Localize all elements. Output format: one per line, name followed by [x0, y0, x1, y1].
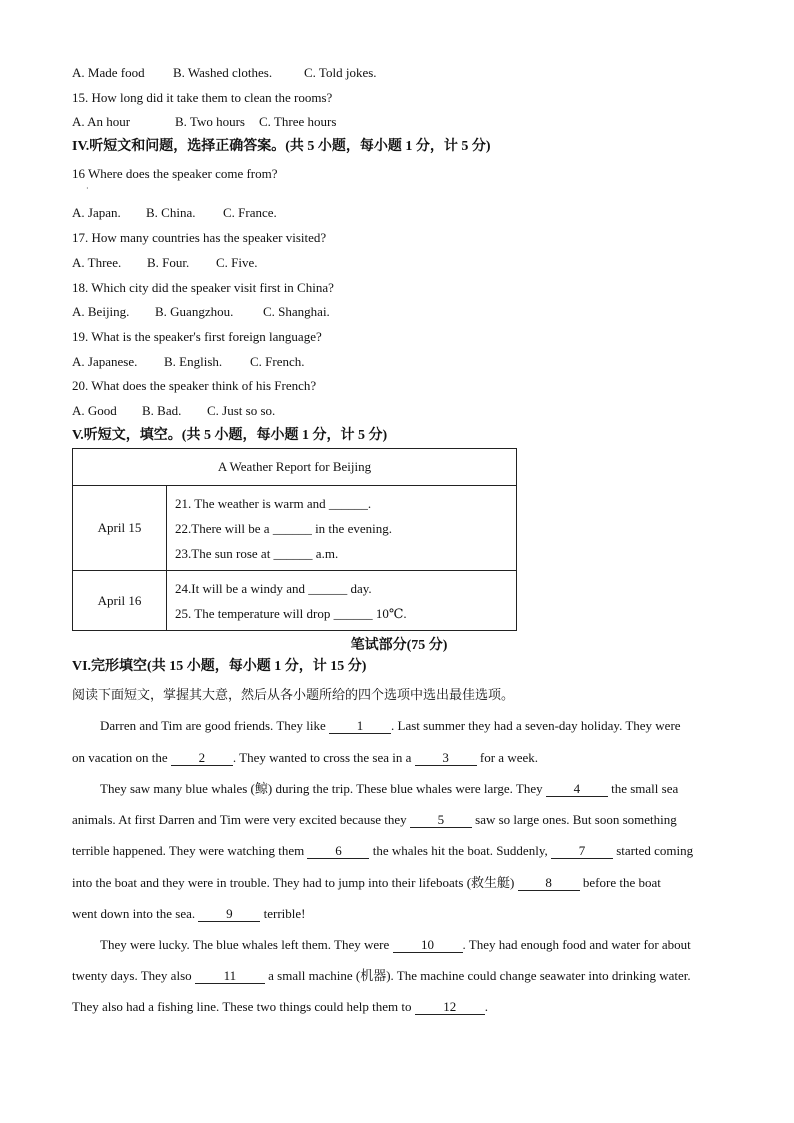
text: . They wanted to cross the sea in a	[232, 750, 412, 765]
blank-9: 9	[198, 907, 260, 922]
text: terrible happened. They were watching them	[72, 843, 305, 858]
table-title: A Weather Report for Beijing	[73, 449, 517, 486]
text: Darren and Tim are good friends. They like	[100, 718, 326, 733]
row-items	[167, 486, 517, 571]
text: They were lucky. The blue whales left them. They were	[100, 937, 390, 952]
q17-option-b: B. Four.	[147, 255, 190, 270]
text: into the boat and they were in trouble. They had to jump into their lifeboats (救生艇)	[72, 875, 515, 890]
section5-heading: V.听短文，填空。(共 5 小题，每小题 1 分，计 5 分)	[72, 428, 388, 443]
text: . Last summer they had a seven-day holiday. They were	[391, 718, 681, 733]
table-row	[73, 486, 517, 571]
p2-line3	[72, 843, 693, 859]
text: . They had enough food and water for about	[462, 937, 691, 952]
blank-7: 7	[551, 844, 613, 859]
text: twenty days. They also	[72, 968, 192, 983]
written-part-heading	[0, 634, 794, 654]
q14-option-c: C. Told jokes.	[304, 65, 377, 80]
q14-option-a: A. Made food	[72, 65, 145, 80]
row-items	[167, 571, 517, 631]
p2-line2	[72, 812, 677, 828]
q19-option-a: A. Japanese.	[72, 354, 138, 369]
blank-3: 3	[415, 751, 477, 766]
text: the whales hit the boat. Suddenly,	[372, 843, 548, 858]
q18-option-b: B. Guangzhou.	[155, 304, 234, 319]
q17-option-a: A. Three.	[72, 255, 122, 270]
item-22: 22.There will be a ______ in the evening.	[175, 520, 392, 536]
blank-10: 10	[393, 938, 463, 953]
text: for a week.	[479, 750, 538, 765]
p2-line1	[100, 781, 678, 797]
blank-6: 6	[307, 844, 369, 859]
q15-option-c: C. Three hours	[259, 114, 337, 129]
section6-instruction: 阅读下面短文，掌握其大意，然后从各小题所给的四个选项中选出最佳选项。	[72, 687, 515, 702]
q16-question: 16 Where does the speaker come from?	[72, 166, 278, 181]
section4-heading: IV.听短文和问题，选择正确答案。(共 5 小题，每小题 1 分，计 5 分)	[72, 139, 491, 154]
text: the small sea	[611, 781, 679, 796]
q17-option-c: C. Five.	[216, 255, 258, 270]
blank-11: 11	[195, 969, 265, 984]
q20-options	[72, 403, 275, 419]
q15-question: 15. How long did it take them to clean the rooms?	[72, 90, 333, 105]
q16-options	[72, 205, 277, 221]
q19-options	[72, 354, 305, 370]
q18-option-a: A. Beijing.	[72, 304, 130, 319]
p1-line2	[72, 750, 538, 766]
text: terrible!	[263, 906, 306, 921]
row-date: April 16	[73, 571, 167, 631]
q18-question: 18. Which city did the speaker visit first in China?	[72, 280, 334, 295]
table-row	[73, 571, 517, 631]
q15-option-a: A. An hour	[72, 114, 131, 129]
item-23: 23.The sun rose at ______ a.m.	[175, 545, 339, 561]
stray-dot: ·	[86, 184, 89, 193]
item-24: 24.It will be a windy and ______ day.	[175, 580, 372, 596]
blank-1: 1	[329, 719, 391, 734]
q19-question: 19. What is the speaker's first foreign language?	[72, 329, 322, 344]
q20-question: 20. What does the speaker think of his French?	[72, 378, 317, 393]
text: They saw many blue whales (鲸) during the trip. These blue whales were large. They	[100, 781, 543, 796]
text: .	[484, 999, 489, 1014]
q15-option-b: B. Two hours	[175, 114, 245, 129]
text: animals. At first Darren and Tim were very excited because they	[72, 812, 407, 827]
blank-5: 5	[410, 813, 472, 828]
text: before the boat	[582, 875, 661, 890]
q16-option-a: A. Japan.	[72, 205, 121, 220]
blank-4: 4	[546, 782, 608, 797]
q17-options	[72, 255, 258, 271]
written-part-text: 笔试部分(75 分)	[350, 638, 448, 653]
q18-options	[72, 304, 330, 320]
q16-option-b: B. China.	[146, 205, 196, 220]
text: They also had a fishing line. These two things could help them to	[72, 999, 412, 1014]
text: on vacation on the	[72, 750, 168, 765]
q16-option-c: C. France.	[223, 205, 277, 220]
q14-options	[72, 65, 377, 81]
item-21: 21. The weather is warm and ______.	[175, 495, 372, 511]
q20-option-a: A. Good	[72, 403, 117, 418]
q20-option-b: B. Bad.	[142, 403, 182, 418]
item-25: 25. The temperature will drop ______ 10℃.	[175, 605, 407, 621]
q15-options	[72, 114, 336, 130]
text: saw so large ones. But soon something	[475, 812, 677, 827]
row-date: April 15	[73, 486, 167, 571]
blank-12: 12	[415, 1000, 485, 1015]
p3-line1	[100, 937, 691, 953]
p2-line5	[72, 906, 306, 922]
text: went down into the sea.	[72, 906, 196, 921]
q18-option-c: C. Shanghai.	[263, 304, 330, 319]
p3-line2	[72, 968, 691, 984]
q19-option-b: B. English.	[164, 354, 223, 369]
blank-2: 2	[171, 751, 233, 766]
p3-line3	[72, 999, 488, 1015]
weather-report-table	[72, 448, 517, 631]
blank-8: 8	[518, 876, 580, 891]
q14-option-b: B. Washed clothes.	[173, 65, 273, 80]
section6-heading: VI.完形填空(共 15 小题，每小题 1 分，计 15 分)	[72, 659, 367, 674]
q19-option-c: C. French.	[250, 354, 305, 369]
q17-question: 17. How many countries has the speaker visited?	[72, 230, 327, 245]
q20-option-c: C. Just so so.	[207, 403, 276, 418]
p1-line1	[100, 718, 681, 734]
p2-line4	[72, 875, 661, 891]
text: started coming	[616, 843, 694, 858]
text: a small machine (机器). The machine could change seawater into drinking water.	[268, 968, 691, 983]
